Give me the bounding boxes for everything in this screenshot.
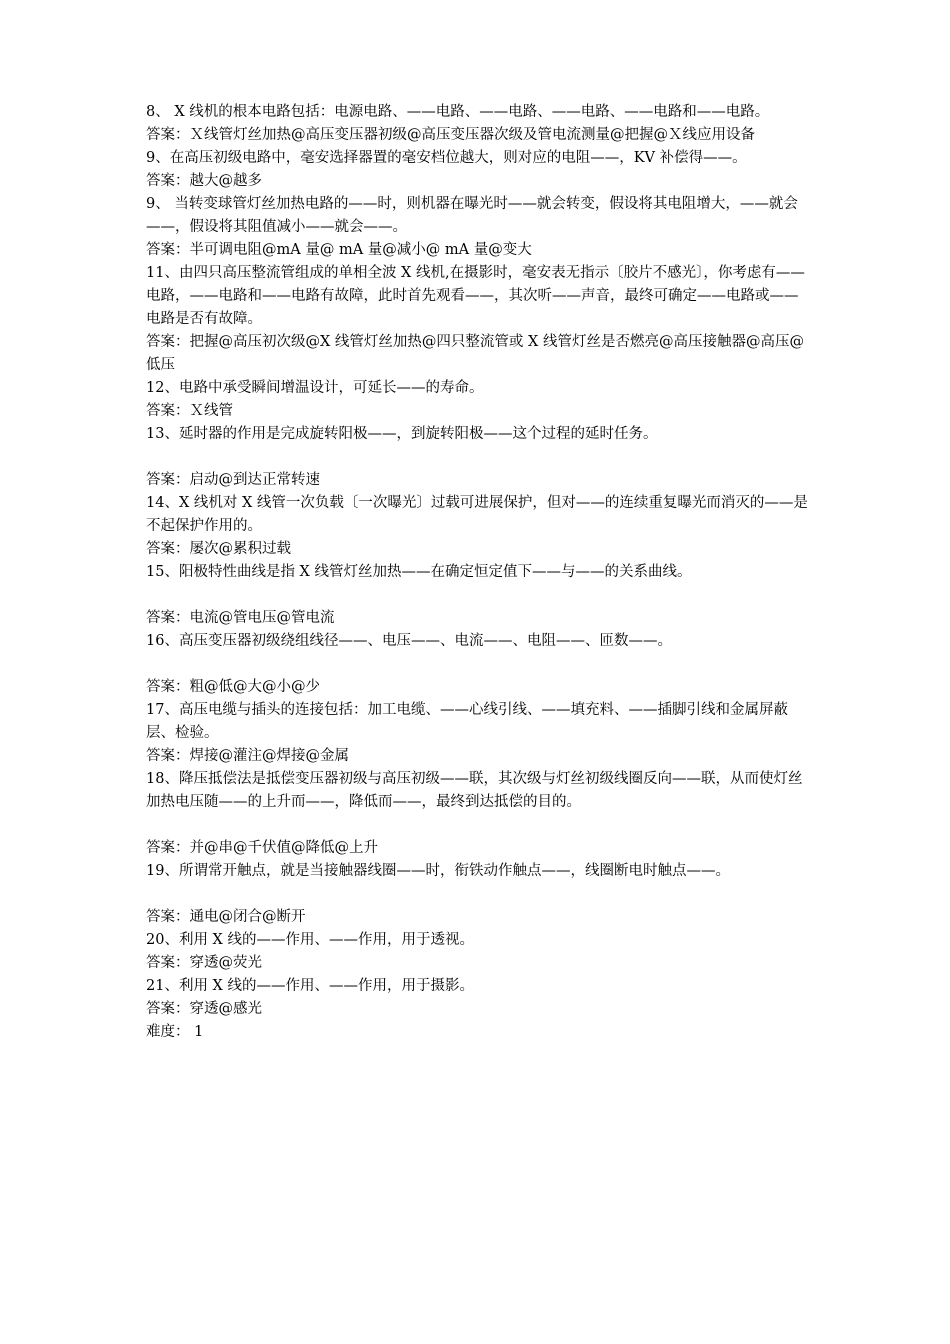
question-12: 12、电路中承受瞬间增温设计，可延长——的寿命。 — [146, 380, 484, 396]
answer-16: 答案：粗@低@大@小@少 — [146, 679, 320, 695]
question-8: 8、 X 线机的根本电路包括：电源电路、——电路、——电路、——电路、——电路和——电路。 — [146, 104, 770, 120]
answer-20: 答案：穿透@荧光 — [146, 955, 262, 971]
question-17: 17、高压电缆与插头的连接包括：加工电缆、——心线引线、——填充料、——插脚引线和金属屏蔽层、检验。 — [146, 702, 788, 741]
answer-9: 答案：越大@越多 — [146, 173, 262, 189]
answer-18: 答案：并@串@千伏值@降低@上升 — [146, 840, 378, 856]
answer-8: 答案：Ｘ线管灯丝加热@高压变压器初级@高压变压器次级及管电流测量@把握@Ｘ线应用设备 — [146, 127, 755, 143]
question-9: 9、在高压初级电路中，毫安选择器置的毫安档位越大，则对应的电阻——，KV 补偿得——。 — [146, 150, 747, 166]
answer-11: 答案：把握@高压初次级@X 线管灯丝加热@四只整流管或 X 线管灯丝是否燃亮@高压接触器@高压@低压 — [146, 334, 804, 373]
answer-17: 答案：焊接@灌注@焊接@金属 — [146, 748, 349, 764]
answer-15: 答案：电流@管电压@管电流 — [146, 610, 335, 626]
difficulty-label: 难度： 1 — [146, 1024, 204, 1040]
blank-line — [146, 653, 810, 676]
answer-14: 答案：屡次@累积过载 — [146, 541, 291, 557]
answer-9b: 答案：半可调电阻@mA 量@ mA 量@减小@ mA 量@变大 — [146, 242, 532, 258]
question-14: 14、X 线机对 X 线管一次负载〔一次曝光〕过载可进展保护，但对——的连续重复曝光而消灭的——是不起保护作用的。 — [146, 495, 808, 534]
blank-line — [146, 883, 810, 906]
blank-line — [146, 584, 810, 607]
question-11: 11、由四只高压整流管组成的单相全波 X 线机,在摄影时，毫安表无指示〔胶片不感光〕，你考虑有——电路，——电路和——电路有故障，此时首先观看——，其次听——声音，最终可确定——电路或——电路是否有故障。 — [146, 265, 805, 327]
answer-13: 答案：启动@到达正常转速 — [146, 472, 320, 488]
question-15: 15、阳极特性曲线是指 X 线管灯丝加热——在确定恒定值下——与——的关系曲线。 — [146, 564, 692, 580]
answer-12: 答案：Ｘ线管 — [146, 403, 233, 419]
question-21: 21、利用 X 线的——作用、——作用，用于摄影。 — [146, 978, 474, 994]
answer-19: 答案：通电@闭合@断开 — [146, 909, 306, 925]
question-19: 19、所谓常开触点，就是当接触器线圈——时，衔铁动作触点——，线圈断电时触点——。 — [146, 863, 730, 879]
question-20: 20、利用 X 线的——作用、——作用，用于透视。 — [146, 932, 474, 948]
document-page — [146, 101, 810, 1044]
question-16: 16、高压变压器初级绕组线径——、电压——、电流——、电阻——、匝数——。 — [146, 633, 672, 649]
answer-21: 答案：穿透@感光 — [146, 1001, 262, 1017]
blank-line — [146, 814, 810, 837]
question-13: 13、延时器的作用是完成旋转阳极——，到旋转阳极——这个过程的延时任务。 — [146, 426, 658, 442]
question-9b: 9、 当转变球管灯丝加热电路的——时，则机器在曝光时——就会转变，假设将其电阻增大，——就会——，假设将其阻值减小——就会——。 — [146, 196, 798, 235]
question-18: 18、降压抵偿法是抵偿变压器初级与高压初级——联，其次级与灯丝初级线圈反向——联，从而使灯丝加热电压随——的上升而——，降低而——，最终到达抵偿的目的。 — [146, 771, 803, 810]
blank-line — [146, 446, 810, 469]
